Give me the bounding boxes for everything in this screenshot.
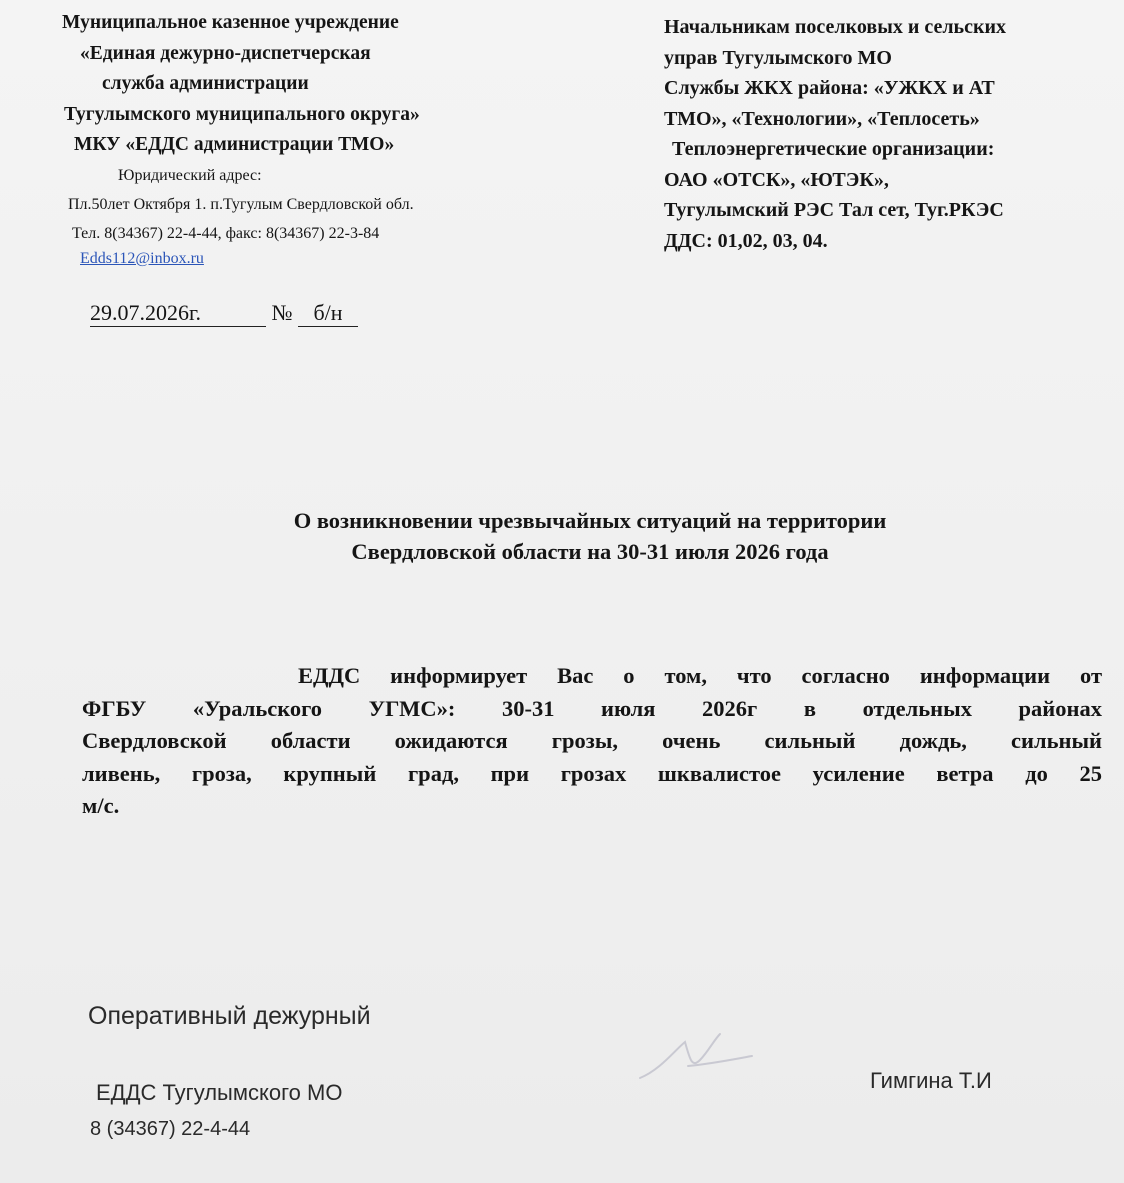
body-line-3: Свердловской области ожидаются грозы, очень сильный дождь, сильный: [82, 728, 1102, 753]
sender-short-name: МКУ «ЕДДС администрации ТМО»: [74, 134, 395, 155]
document-date: 29.07.2026г.: [90, 300, 266, 327]
recipient-line-7: Тугулымский РЭС Тал сет, Туг.РКЭС: [664, 199, 1004, 221]
document-subject: [140, 505, 1040, 567]
number-label: №: [271, 300, 293, 325]
recipient-line-3: Службы ЖКХ района: «УЖКХ и АТ: [664, 77, 995, 99]
recipient-line-5: Теплоэнергетические организации:: [672, 138, 995, 160]
body-line-2: ФГБУ «Уральского УГМС»: 30-31 июля 2026г в отдельных районах: [82, 695, 1102, 721]
recipient-block: [664, 12, 1114, 256]
recipient-line-1: Начальникам поселковых и сельских: [664, 16, 1007, 38]
handwritten-signature: [630, 1020, 760, 1090]
subject-line-2: Свердловской области на 30-31 июля 2026 года: [351, 539, 829, 564]
body-line-1: ЕДДС информирует Вас о том, что согласно информации от: [298, 663, 1102, 688]
sender-line-2: «Единая дежурно-диспетчерская: [80, 42, 371, 64]
body-line-5: м/с.: [82, 793, 120, 818]
sender-address-label: Юридический адрес:: [118, 166, 262, 184]
sender-line-4: Тугулымского муниципального округа»: [64, 103, 420, 125]
sender-address: Пл.50лет Октября 1. п.Тугулым Свердловской обл.: [68, 195, 414, 213]
signatory-name: Гимгина Т.И: [870, 1068, 992, 1093]
document-body: [82, 660, 1102, 823]
sender-email-link[interactable]: Edds112@inbox.ru: [80, 249, 204, 267]
sender-phones: Тел. 8(34367) 22-4-44, факс: 8(34367) 22-3-84: [72, 224, 380, 242]
recipient-line-4: ТМО», «Технологии», «Теплосеть»: [664, 107, 980, 130]
signatory-organization: ЕДДС Тугулымского МО: [96, 1080, 343, 1105]
sender-line-3: служба администрации: [102, 73, 309, 94]
recipient-line-8: ДДС: 01,02, 03, 04.: [664, 229, 828, 252]
sender-line-1: Муниципальное казенное учреждение: [62, 12, 399, 33]
body-line-4: ливень, гроза, крупный град, при грозах шквалистое усиление ветра до 25: [82, 760, 1102, 786]
recipient-line-2: управ Тугулымского МО: [664, 46, 892, 69]
document-number: б/н: [298, 300, 358, 327]
signatory-role: Оперативный дежурный: [88, 1002, 371, 1030]
signatory-phone: 8 (34367) 22-4-44: [90, 1118, 251, 1140]
recipient-line-6: ОАО «ОТСК», «ЮТЭК»,: [664, 168, 889, 191]
subject-line-1: О возникновении чрезвычайных ситуаций на территории: [293, 508, 887, 533]
reference-line: [90, 300, 358, 327]
sender-block: [62, 8, 582, 270]
